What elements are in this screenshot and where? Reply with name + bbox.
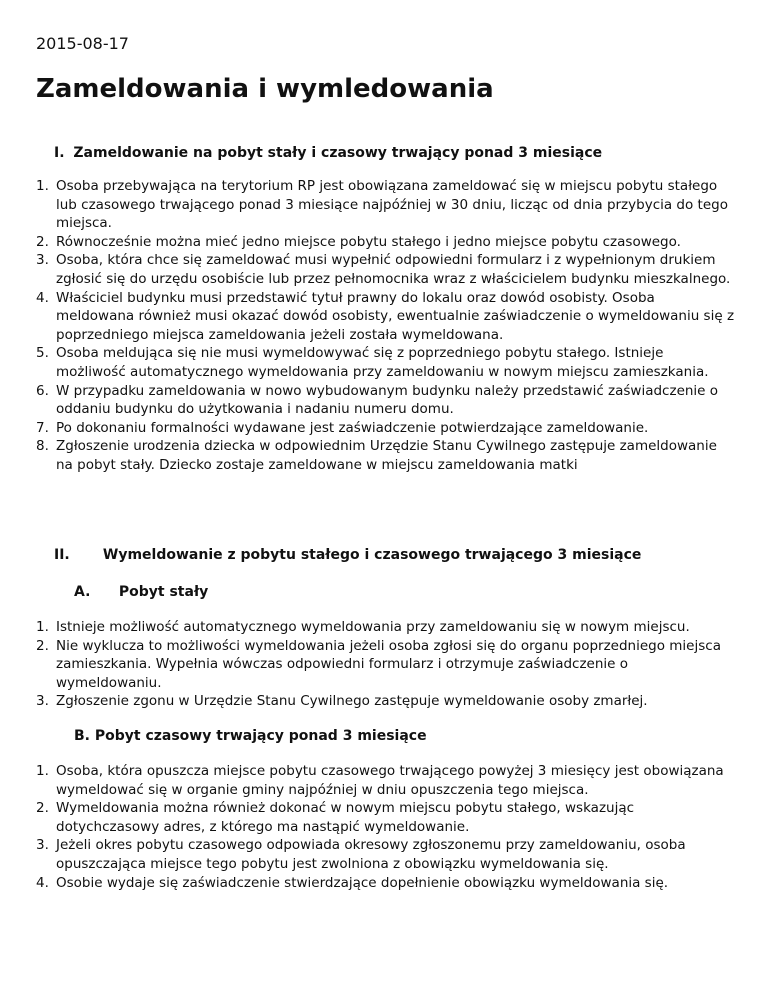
list-item-text: Po dokonaniu formalności wydawane jest zaświadczenie potwierdzające zameldowanie.	[56, 419, 649, 436]
list-item-text: Zgłoszenie zgonu w Urzędzie Stanu Cywilnego zastępuje wymeldowanie osoby zmarłej.	[56, 693, 648, 710]
list-item	[36, 637, 736, 693]
list-item-text: Osoba meldująca się nie musi wymeldowywać się z poprzedniego pobytu stałego. Istnieje możliwość automatycznego wymeldowania przy zameldowaniu w nowym miejscu zamieszkania.	[56, 345, 709, 380]
subsection-a-number: A.	[74, 584, 91, 600]
section-2-title: Wymeldowanie z pobytu stałego i czasowego trwającego 3 miesiące	[102, 547, 642, 563]
list-item-number: 2.	[36, 800, 49, 817]
subsection-b-list	[36, 762, 736, 892]
list-item	[36, 344, 736, 381]
list-item	[36, 836, 736, 873]
subsection-b-heading: B. Pobyt czasowy trwający ponad 3 miesiące	[74, 728, 427, 744]
list-item-number: 4.	[36, 289, 49, 306]
list-item-text: Wymeldowania można również dokonać w nowym miejscu pobytu stałego, wskazując dotychczasowy adres, z którego ma nastąpić wymeldowanie.	[56, 800, 635, 835]
list-item-number: 5.	[36, 345, 49, 362]
list-item-text: Osoba przebywająca na terytorium RP jest obowiązana zameldować się w miejscu pobytu stałego lub czasowego trwającego ponad 3 miesiące najpóźniej w 30 dniu, licząc od dnia przybycia do tego miejsca.	[56, 178, 728, 232]
subsection-a-list	[36, 618, 736, 711]
list-item-number: 4.	[36, 874, 49, 891]
list-item	[36, 762, 736, 799]
section-2-heading	[54, 547, 641, 563]
list-item	[36, 874, 736, 893]
section-1-heading	[54, 145, 602, 161]
section-1-title: Zameldowanie na pobyt stały i czasowy trwający ponad 3 miesiące	[73, 145, 603, 161]
subsection-a-title: Pobyt stały	[118, 584, 209, 600]
list-item	[36, 177, 736, 233]
list-item-number: 1.	[36, 763, 49, 779]
list-item-number: 1.	[36, 619, 49, 635]
list-item-text: Właściciel budynku musi przedstawić tytuł prawny do lokalu oraz dowód osobisty. Osoba meldowana również musi okazać dowód osobisty, ewentualnie zaświadczenie o wymeldowaniu się z poprzedniego miejsca zameldowania jeżeli została wymeldowana.	[56, 289, 735, 343]
list-item-number: 3.	[36, 252, 49, 269]
list-item	[36, 289, 736, 345]
section-1-number: I.	[54, 145, 65, 161]
list-item-text: Równocześnie można mieć jedno miejsce pobytu stałego i jedno miejsce pobytu czasowego.	[56, 233, 681, 250]
list-item-text: Osoba, która opuszcza miejsce pobytu czasowego trwającego powyżej 3 miesięcy jest obowiązana wymeldować się w organie gminy najpóźniej w dniu opuszczenia tego miejsca.	[56, 763, 724, 798]
list-item	[36, 437, 736, 474]
subsection-a-heading	[74, 584, 208, 600]
list-item-number: 7.	[36, 419, 49, 436]
list-item-number: 3.	[36, 693, 49, 710]
list-item	[36, 799, 736, 836]
section-1-list	[36, 177, 736, 475]
list-item-number: 2.	[36, 637, 49, 654]
list-item-text: W przypadku zameldowania w nowo wybudowanym budynku należy przedstawić zaświadczenie o oddaniu budynku do użytkowania i nadaniu numeru domu.	[56, 382, 719, 418]
list-item-text: Zgłoszenie urodzenia dziecka w odpowiednim Urzędzie Stanu Cywilnego zastępuje zameldowanie na pobyt stały. Dziecko zostaje zameldowane w miejscu zameldowania matki	[56, 438, 717, 473]
list-item-number: 2.	[36, 233, 49, 250]
list-item-text: Jeżeli okres pobytu czasowego odpowiada okresowy zgłoszonemu przy zameldowaniu, osoba opuszczająca miejsce tego pobytu jest zwolniona z obowiązku wymeldowania się.	[56, 837, 686, 872]
document-title: Zameldowania i wymledowania	[36, 74, 494, 104]
list-item	[36, 233, 736, 252]
section-2-number: II.	[54, 547, 70, 563]
list-item	[36, 618, 736, 637]
list-item-text: Osoba, która chce się zameldować musi wypełnić odpowiedni formularz i z wypełnionym drukiem zgłosić się do urzędu osobiście lub przez pełnomocnika wraz z właścicielem budynku mieszkalnego.	[56, 252, 731, 287]
list-item	[36, 692, 736, 711]
list-item-number: 3.	[36, 837, 49, 854]
list-item-text: Osobie wydaje się zaświadczenie stwierdzające dopełnienie obowiązku wymeldowania się.	[56, 874, 669, 891]
list-item-number: 1.	[36, 178, 49, 194]
list-item-number: 6.	[36, 382, 49, 399]
list-item	[36, 419, 736, 438]
list-item	[36, 251, 736, 288]
document-date: 2015-08-17	[36, 34, 129, 53]
list-item-number: 8.	[36, 438, 49, 455]
list-item	[36, 382, 736, 419]
list-item-text: Nie wyklucza to możliwości wymeldowania jeżeli osoba zgłosi się do organu poprzedniego miejsca zamieszkania. Wypełnia wówczas odpowiedni formularz i otrzymuje zaświadczenie o wymeldowaniu.	[56, 637, 721, 691]
list-item-text: Istnieje możliwość automatycznego wymeldowania przy zameldowaniu się w nowym miejscu.	[56, 619, 690, 635]
